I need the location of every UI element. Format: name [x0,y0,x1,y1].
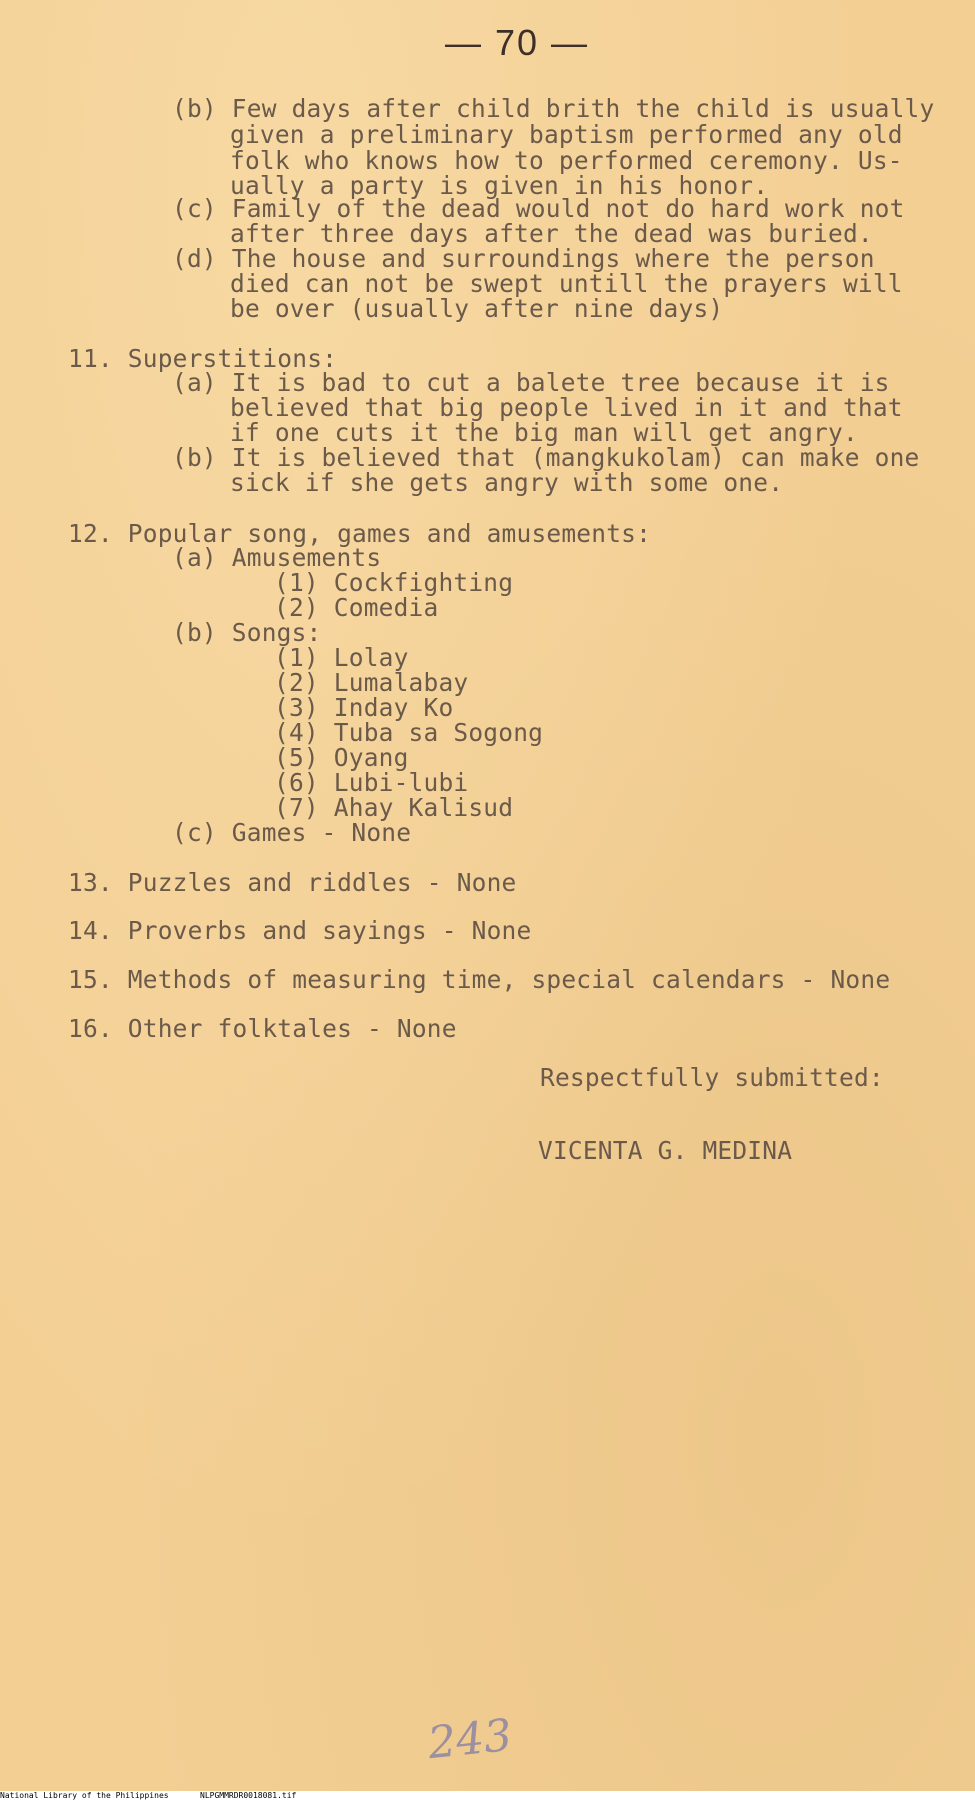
section-heading: 14. Proverbs and sayings - None [68,916,532,945]
closing: Respectfully submitted: [540,1063,884,1092]
footer-filename: NLPGMMRDR0018081.tif [200,1791,297,1800]
text-line: believed that big people lived in it and that [230,393,903,422]
section-heading: 15. Methods of measuring time, special calendars - None [68,965,891,994]
page-number: — 70 — [445,22,590,63]
text-line: (c) Family of the dead would not do hard work not [172,194,905,223]
list-item: (2) Lumalabay [274,668,469,697]
text-line: (d) The house and surroundings where the person [172,244,875,273]
signature-name: VICENTA G. MEDINA [538,1136,793,1165]
text-line: died can not be swept untill the prayers will [230,269,903,298]
section-heading: 13. Puzzles and riddles - None [68,868,517,897]
section-heading: 16. Other folktales - None [68,1014,457,1043]
list-item: (2) Comedia [274,593,439,622]
text-line: (b) It is believed that (mangkukolam) can make one [172,443,920,472]
text-line: folk who knows how to performed ceremony. Us- [230,146,903,175]
section-heading: 11. Superstitions: [68,344,338,373]
list-item: (7) Ahay Kalisud [274,793,514,822]
text-line: sick if she gets angry with some one. [230,468,784,497]
text-line: (b) Few days after child brith the child is usually [172,94,935,123]
footer-library: National Library of the Philippines [0,1791,169,1800]
text-line: (b) Songs: [172,618,322,647]
text-line: given a preliminary baptism performed any old [230,120,903,149]
list-item: (3) Inday Ko [274,693,454,722]
text-line: be over (usually after nine days) [230,294,724,323]
text-line: after three days after the dead was buried. [230,219,873,248]
list-item: (5) Oyang [274,743,409,772]
scan-footer [0,1791,975,1800]
text-line: (a) It is bad to cut a balete tree because it is [172,368,890,397]
list-item: (6) Lubi-lubi [274,768,469,797]
section-heading: 12. Popular song, games and amusements: [68,519,652,548]
list-item: (1) Lolay [274,643,409,672]
handwritten-page-number: 243 [425,1709,515,1770]
list-item: (1) Cockfighting [274,568,514,597]
list-item: (4) Tuba sa Sogong [274,718,544,747]
text-line: (a) Amusements [172,543,382,572]
text-line: if one cuts it the big man will get angry. [230,418,858,447]
text-line: ually a party is given in his honor. [230,171,769,200]
text-line: (c) Games - None [172,818,412,847]
